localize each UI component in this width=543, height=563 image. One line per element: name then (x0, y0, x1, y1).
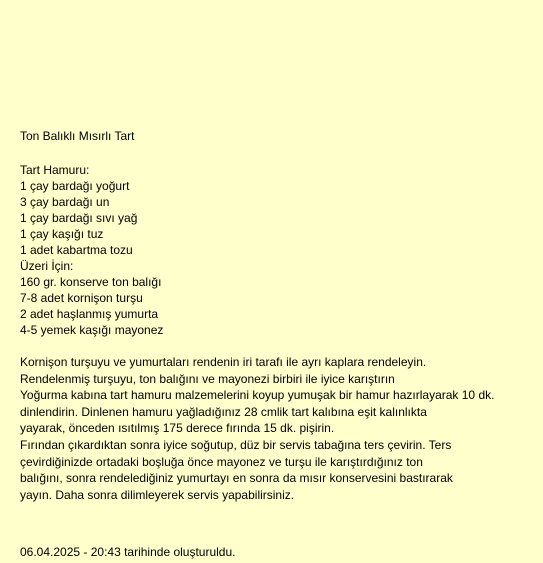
instruction-line: dinlendirin. Dinlenen hamuru yağladığınız 28 cmlik tart kalıbına eşit kalınlıkta (20, 404, 427, 419)
ingredient-pickles: 7-8 adet kornişon turşu (20, 291, 143, 305)
ingredient-mayonnaise: 4-5 yemek kaşığı mayonez (20, 323, 164, 337)
instruction-line: yayarak, önceden ısıtılmış 175 derece fırında 15 dk. pişirin. (20, 421, 335, 436)
instruction-line: balığını, sonra rendelediğiniz yumurtayı en sonra da mısır konservesini bastırarak (20, 471, 453, 486)
instruction-line: Yoğurma kabına tart hamuru malzemelerini koyup yumuşak bir hamur hazırlayarak 10 dk. (20, 388, 495, 403)
instruction-line: Kornişon turşuyu ve yumurtaları rendenin iri tarafı ile ayrı kaplara rendeleyin. (20, 355, 427, 369)
ingredient-tuna: 160 gr. konserve ton balığı (20, 275, 162, 289)
creation-timestamp: 06.04.2025 - 20:43 tarihinde oluşturuldu. (20, 545, 236, 559)
ingredient-oil: 1 çay bardağı sıvı yağ (20, 211, 138, 225)
ingredient-flour: 3 çay bardağı un (20, 195, 110, 209)
instruction-line: yayın. Daha sonra dilimleyerek servis yapabilirsiniz. (20, 487, 295, 502)
ingredients-heading-topping: Üzeri İçin: (20, 259, 74, 273)
instruction-line: Fırından çıkardıktan sonra iyice soğutup, düz bir servis tabağına ters çevirin. Ters (20, 437, 452, 452)
instruction-line: çevirdiğinizde ortadaki boşluğa önce mayonez ve turşu ile karıştırdığınız ton (20, 454, 423, 469)
ingredient-yogurt: 1 çay bardağı yoğurt (20, 179, 130, 193)
ingredient-salt: 1 çay kaşığı tuz (20, 227, 104, 241)
ingredients-heading-dough: Tart Hamuru: (20, 163, 90, 177)
ingredient-eggs: 2 adet haşlanmış yumurta (20, 307, 159, 321)
ingredient-baking-powder: 1 adet kabartma tozu (20, 243, 133, 257)
instruction-line: Rendelenmiş turşuyu, ton balığını ve mayonezi birbiri ile iyice karıştırın (20, 371, 395, 386)
recipe-title: Ton Balıklı Mısırlı Tart (20, 129, 135, 143)
recipe-document (20, 128, 525, 503)
instructions-text (20, 354, 525, 503)
ingredients-list (20, 162, 525, 338)
